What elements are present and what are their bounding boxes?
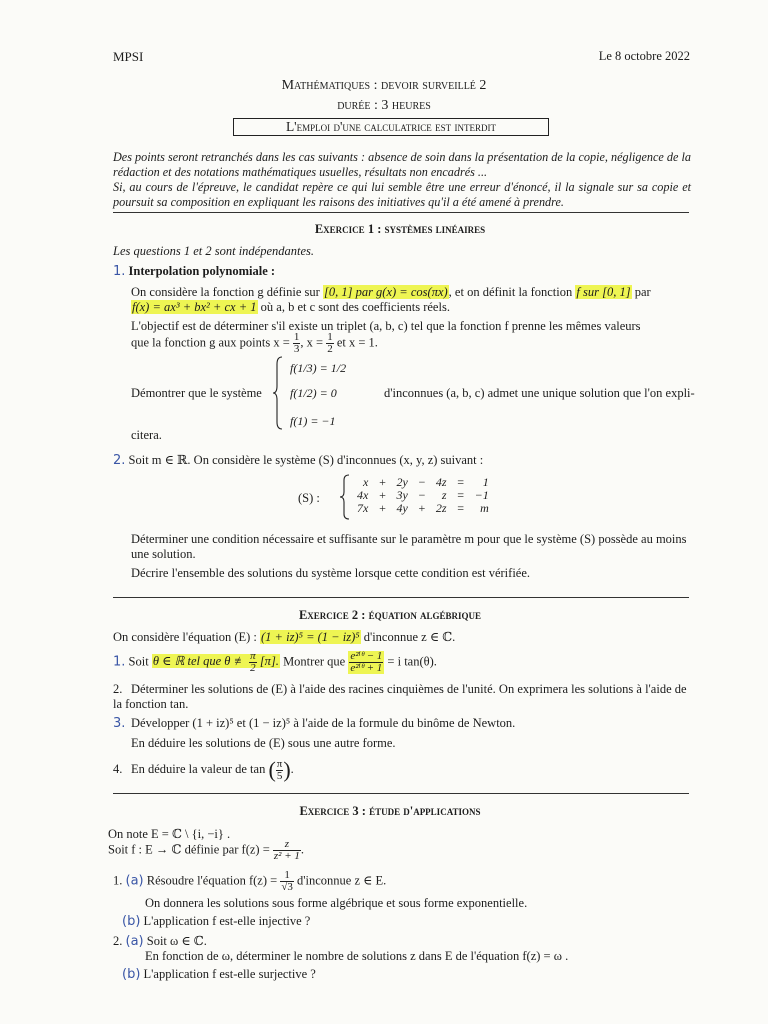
text: Développer (1 + iz)⁵ et (1 − iz)⁵ à l'aide de la formule du binôme de Newton. [131,716,516,730]
crossed-number-mark: 3. [113,716,126,731]
sys2-brace [339,474,351,524]
den: z² + 1 [273,850,300,862]
num: π [250,650,256,662]
text: L'application f est-elle injective ? [143,914,311,928]
text: d'inconnue z ∈ ℂ. [360,630,456,644]
ex2-q4 [113,757,294,783]
highlight-f-domain: f sur [0, 1] [576,285,631,299]
sys2-system [352,476,494,515]
item-number: 1. [113,873,123,888]
num: 1 [327,331,333,343]
ex1-q1-line2 [131,300,450,315]
sys1-tail: d'inconnues (a, b, c) admet une unique solution que l'on expli- [384,386,695,400]
den: 2 [327,343,333,355]
sys1-eq1: f(1/3) = 1/2 [290,361,347,375]
text: Résoudre l'équation f(z) = [146,873,278,888]
sys2-cell: + [378,501,387,515]
sys2-cell: = [456,488,465,502]
num: e²ⁱᶿ − 1 [350,650,383,662]
sys2-cell: + [417,501,426,515]
ex3-title: Exercice 3 : étude d'applications [299,804,481,818]
text: θ ∈ ℝ tel que θ ≢ [152,654,247,669]
ex2-title: Exercice 2 : équation algébrique [298,608,482,622]
ex2-q3 [113,716,515,731]
title-line2: durée : 3 heures [337,98,431,113]
text: , x = [300,335,324,350]
text: Soit [128,654,149,669]
text: [π]. [259,654,279,669]
sys2-cell: = [456,475,465,489]
den: √3 [281,881,293,893]
ex1-title: Exercice 1 : systèmes linéaires [314,222,486,236]
text: Montrer que [283,654,346,669]
den: e²ⁱᶿ + 1 [350,662,383,674]
ex1-q2-line3: Décrire l'ensemble des solutions du système lorsque cette condition est vérifiée. [131,566,531,580]
fraction-one-half [326,332,334,355]
crossed-number-mark: 1. [113,654,126,670]
ex1-q1-line4 [131,332,378,355]
intro-p2: Si, au cours de l'épreuve, le candidat repère ce qui lui semble être une erreur d'énoncé, il la signale sur sa copie et poursuit sa composition en expliquant les raisons des initiatives qu'il a été amené à prendre. [113,180,691,209]
text: Soit ω ∈ ℂ. [146,934,207,948]
title-line1: Mathématiques : devoir surveillé 2 [281,78,487,93]
text: et x = 1. [336,335,378,350]
sys2-cell: 3y [396,488,408,502]
text: = i tan(θ). [387,654,437,669]
highlight-g-def: [0, 1] par g(x) = cos(πx) [323,285,448,299]
sys2-cell: + [378,488,387,502]
sys2-cell: 4z [435,475,447,489]
intro-p1: Des points seront retranchés dans les cas suivants : absence de soin dans la présentation de la copie, négligence de la rédaction et des notations mathématiques usuelles, résultats non encadrés ... [113,150,691,179]
sys2-label: (S) : [298,491,320,505]
num: 1 [280,870,294,882]
crossed-letter-mark: (a) [125,934,144,949]
ex1-q2-line1 [113,452,483,468]
crossed-letter-mark: (b) [122,914,141,929]
sys1-eq3: f(1) = −1 [290,414,336,428]
sys2-cell: −1 [474,488,489,502]
sys2-table [352,476,494,515]
den: 3 [293,343,300,355]
divider [113,597,689,598]
highlight-theta-cond [152,650,280,674]
text: , et on définit la fonction [448,285,573,299]
den: 2 [250,662,256,674]
sys2-cell: + [378,475,387,489]
fraction-pi-2 [249,651,257,674]
ex2-q2 [113,682,693,712]
ex1-q1-title: Interpolation polynomiale : [128,264,276,278]
text: où a, b et c sont des coefficients réels. [257,300,450,314]
sys2-cell: 4y [396,501,408,515]
divider [113,793,689,794]
text: que la fonction g aux points x = [131,335,290,350]
num: 1 [293,331,300,343]
ex3-q1a-c: On donnera les solutions sous forme algébrique et sous forme exponentielle. [145,896,528,910]
text: L'application f est-elle surjective ? [143,967,316,981]
ex3-l1: On note E = ℂ \ {i, −i} . [108,827,231,841]
sys2-cell: 7x [357,501,369,515]
sys2-cell: 4x [357,488,369,502]
ex2-q3b: En déduire les solutions de (E) sous une autre forme. [131,736,396,750]
fraction-one-sqrt3 [280,870,294,893]
text: On considère la fonction g définie sur [131,285,320,299]
highlight-f-def: f(x) = ax³ + bx² + cx + 1 [132,300,257,314]
ex3-q2a [113,933,207,949]
header-date: Le 8 octobre 2022 [598,49,690,63]
ex3-q1a [113,870,386,893]
crossed-number-mark: 2. [113,453,126,468]
intro [113,150,691,210]
sys2-row [352,502,494,515]
ex2-intro [113,629,455,645]
ex1-q2-line2: Déterminer une condition nécessaire et suffisante sur le paramètre m pour que le système (S) possède au moins une solution. [131,532,687,561]
ex3-q2a-c: En fonction de ω, déterminer le nombre de solutions z dans E de l'équation f(z) = ω . [145,949,569,963]
den: 5 [276,769,283,782]
ex2-q1 [113,651,437,674]
ex3-q2b [122,967,316,982]
sys1-brace [272,356,282,430]
text: Soit m ∈ ℝ. On considère le système (S) d'inconnues (x, y, z) suivant : [128,453,484,467]
num: π [276,757,283,770]
fraction-exp [348,651,384,674]
title-boxed: L'emploi d'une calculatrice est interdit [233,118,549,136]
ex1-q1-heading [113,264,275,279]
text: par [631,285,651,299]
sys1-eq2: f(1/2) = 0 [290,386,337,400]
paren: ) [283,757,291,782]
text: . [290,761,294,776]
sys2-cell: z [441,488,447,502]
sys2-cell: 2z [435,501,447,515]
text: On considère l'équation (E) : [113,630,257,644]
divider [113,212,689,213]
ex1-note: Les questions 1 et 2 sont indépendantes. [113,244,315,258]
text: En déduire la valeur de tan [131,761,266,776]
sys2-cell: − [417,475,426,489]
sys2-cell: = [456,501,465,515]
ex3-l2 [108,839,304,862]
item-number: 4. [113,761,123,776]
fraction-f [273,839,301,862]
sys1-end: citera. [131,428,162,442]
sys2-cell: m [480,501,489,515]
sys2-cell: x [363,475,369,489]
crossed-number-mark: 1. [113,264,126,279]
text: d'inconnue z ∈ E. [297,873,387,888]
crossed-letter-mark: (a) [125,873,144,889]
ex3-q1b [122,914,310,929]
paren: ( [268,757,276,782]
item-number: 2. [113,934,123,948]
text: . [300,842,305,857]
num: z [273,839,301,851]
text: Déterminer les solutions de (E) à l'aide des racines cinquièmes de l'unité. On exprimera les solutions à l'aide de la fonction tan. [113,682,687,711]
sys2-cell: 1 [482,475,489,489]
ex1-q1-line3: L'objectif est de déterminer s'il existe un triplet (a, b, c) tel que la fonction f prenne les mêmes valeurs [131,319,641,333]
highlight-equation: (1 + iz)⁵ = (1 − iz)⁵ [261,630,360,644]
sys2-cell: − [417,488,426,502]
crossed-letter-mark: (b) [122,967,141,982]
sys1-lead: Démontrer que le système [131,386,262,400]
sys2-cell: 2y [396,475,408,489]
item-number: 2. [113,682,123,696]
header-class: MPSI [113,49,144,64]
text: Soit f : E → ℂ définie par f(z) = [108,842,270,857]
ex1-q1-line1 [131,285,651,300]
